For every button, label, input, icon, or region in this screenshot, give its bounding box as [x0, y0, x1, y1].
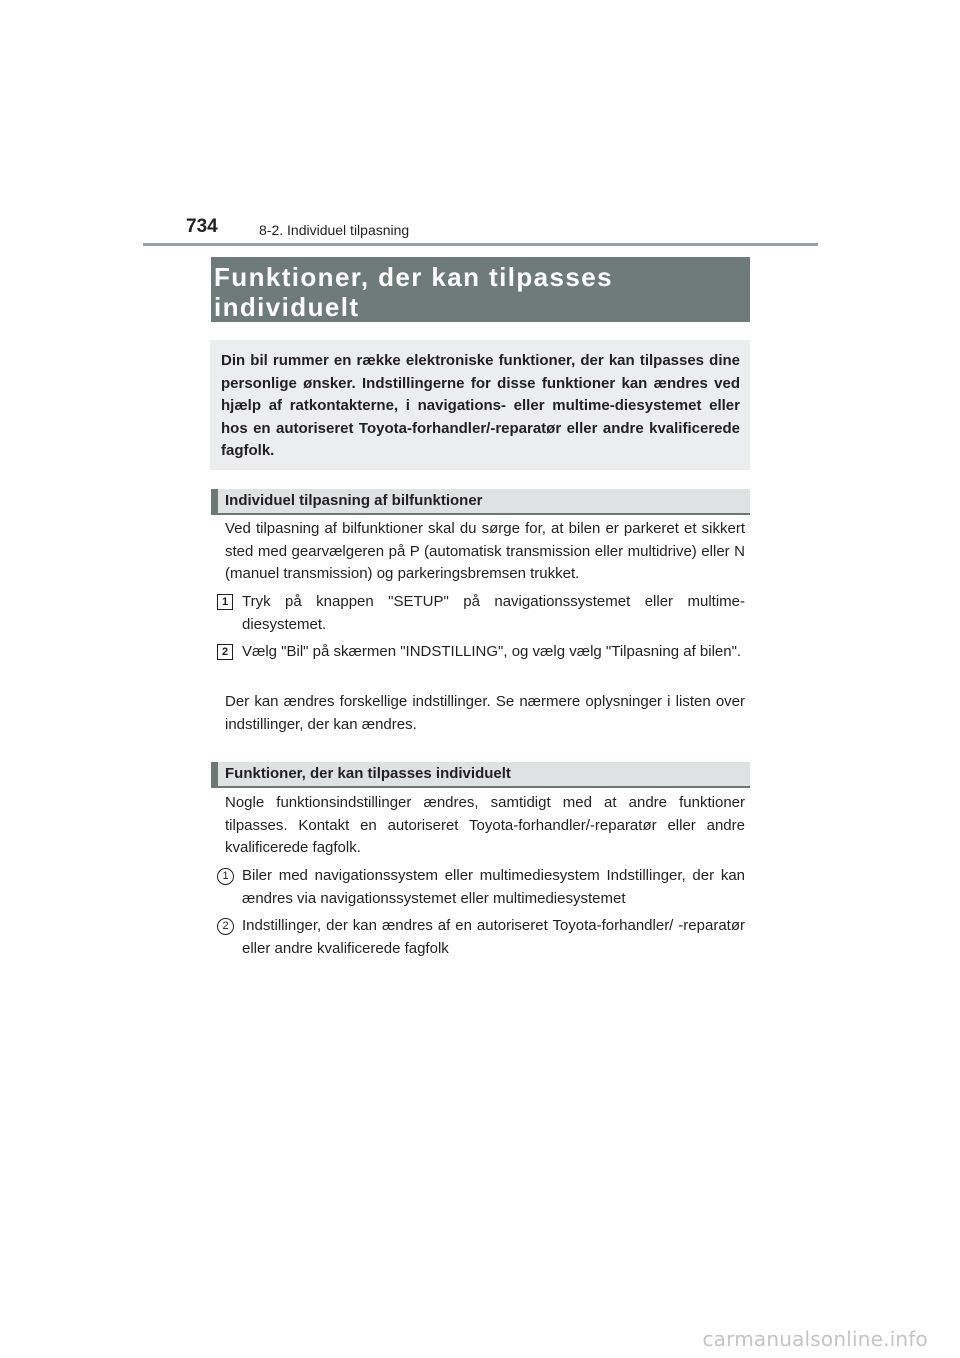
circled-number: 1	[217, 868, 234, 885]
section-heading-customization: Individuel tilpasning af bilfunktioner	[211, 489, 750, 514]
step-number-box: 1	[217, 594, 233, 610]
list-item-text: Biler med navigationssystem eller multimediesystem Indstillinger, der kan ændres via navigationssystemet eller multimediesystemet	[242, 867, 745, 907]
section-reference: 8-2. Individuel tilpasning	[259, 222, 410, 238]
step-2	[214, 641, 745, 664]
list-item-text: Indstillinger, der kan ændres af en autoriseret Toyota-forhandler/ -reparatør eller andre kvalificerede fagfolk	[242, 917, 745, 957]
watermark: carmanualsonline.info	[702, 1327, 928, 1351]
section-heading-functions: Funktioner, der kan tilpasses individuelt	[211, 762, 750, 787]
list-item-1	[214, 865, 745, 910]
page-title: Funktioner, der kan tilpasses individuelt	[214, 262, 613, 322]
section2-paragraph: Nogle funktionsindstillinger ændres, samtidigt med at andre funktioner tilpasses. Kontakt en autoriseret Toyota-forhandler/-reparatør eller andre kvalificerede fagfolk.	[225, 794, 745, 856]
circled-number: 2	[217, 918, 234, 935]
list-item-2	[214, 915, 745, 960]
section1-paragraph: Ved tilpasning af bilfunktioner skal du sørge for, at bilen er parkeret et sikkert sted med gearvælgeren på P (automatisk transmission eller multidrive) eller N (manuel transmission) og parkeringsbremsen trukket.	[225, 520, 745, 582]
page-number: 734	[186, 216, 218, 237]
header-divider	[143, 243, 818, 246]
step-text: Vælg "Bil" på skærmen "INDSTILLING", og vælg vælg "Tilpasning af bilen".	[242, 643, 742, 660]
section1-closing: Der kan ændres forskellige indstillinger. Se nærmere oplysninger i listen over indstillinger, der kan ændres.	[225, 693, 745, 733]
section-heading-rule	[211, 786, 750, 788]
intro-box	[210, 340, 750, 470]
title-banner	[211, 257, 750, 322]
step-text: Tryk på knappen "SETUP" på navigationssystemet eller multime-diesystemet.	[242, 593, 745, 633]
section-heading-rule	[211, 513, 750, 515]
step-1	[214, 591, 745, 636]
step-number-box: 2	[217, 644, 233, 660]
intro-text: Din bil rummer en række elektroniske funktioner, der kan tilpasses dine personlige ønsker. Indstillingerne for disse funktioner kan ændres ved hjælp af ratkontakterne, i navigations- eller multime-diesystemet eller hos en autoriseret Toyota-forhandler/-reparatør eller andre kvalificerede fagfolk.	[221, 352, 740, 459]
